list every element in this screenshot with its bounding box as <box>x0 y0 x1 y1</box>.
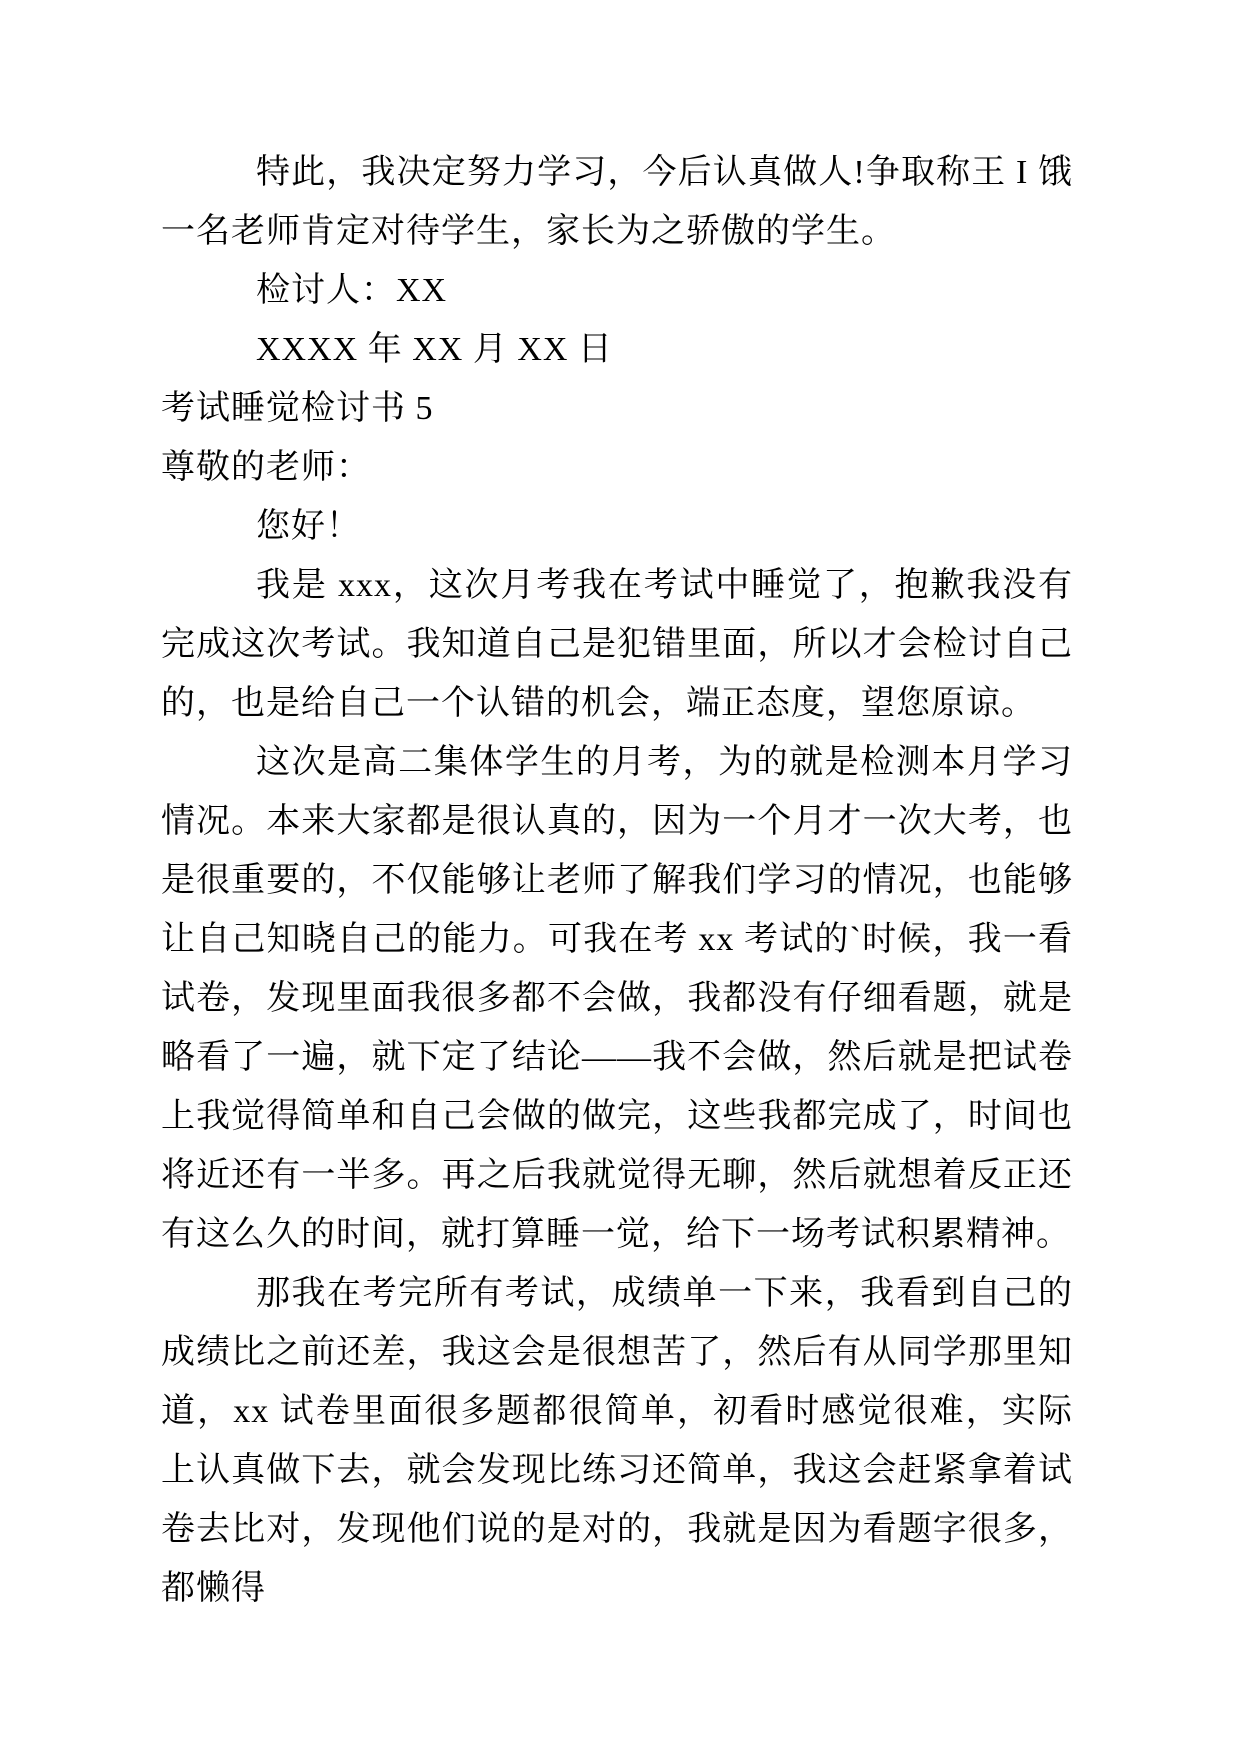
closing-statement: 特此，我决定努力学习，今后认真做人!争取称王 I 饿一名老师肯定对待学生，家长为之骄傲的学生。 <box>161 154 1073 250</box>
section-heading: 考试睡觉检讨书 5 <box>161 390 434 427</box>
letter-document <box>161 143 1073 1618</box>
salutation: 尊敬的老师： <box>161 449 371 486</box>
signer-line: 检讨人：XX <box>256 272 448 309</box>
greeting: 您好！ <box>256 508 361 545</box>
paragraph-apology: 我是 xxx，这次月考我在考试中睡觉了，抱歉我没有完成这次考试。我知道自己是犯错里面，所以才会检讨自己的，也是给自己一个认错的机会，端正态度，望您原谅。 <box>161 567 1073 722</box>
paragraph-results: 那我在考完所有考试，成绩单一下来，我看到自己的成绩比之前还差，我这会是很想苦了，然后有从同学那里知道，xx 试卷里面很多题都很简单，初看时感觉很难，实际上认真做下去，就会发现比练习还简单，我这会赶紧拿着试卷去比对，发现他们说的是对的，我就是因为看题字很多，都懒得 <box>161 1275 1073 1607</box>
paragraph-exam-account: 这次是高二集体学生的月考，为的就是检测本月学习情况。本来大家都是很认真的，因为一个月才一次大考，也是很重要的，不仅能够让老师了解我们学习的情况，也能够让自己知晓自己的能力。可我在考 xx 考试的`时候，我一看试卷，发现里面我很多都不会做，我都没有仔细看题，就是略看了一遍，就下定了结论——我不会做，然后就是把试卷上我觉得简单和自己会做的做完，这些我都完成了，时间也将近还有一半多。再之后我就觉得无聊，然后就想着反正还有这么久的时间，就打算睡一觉，给下一场考试积累精神。 <box>161 744 1073 1253</box>
date-line: XXXX 年 XX 月 XX 日 <box>256 331 613 368</box>
